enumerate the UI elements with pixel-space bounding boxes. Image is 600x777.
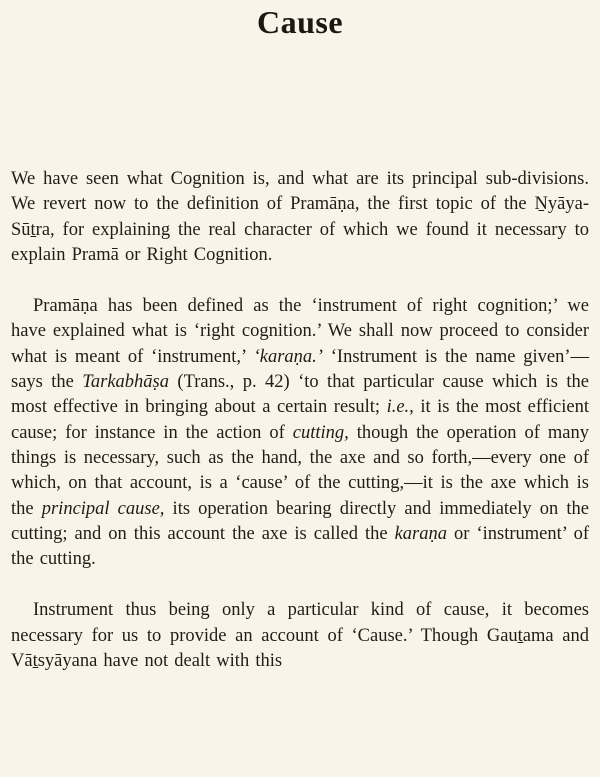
italic-text-run: Tarkabhāṣa [82,372,169,393]
paragraph [11,598,589,674]
text-run: Pramāṇa has been defined as the ‘instrument of right cognition;’ we have explained what is ‘right cognition.’ We shall now proceed to consider what is meant of ‘instrument,’ [11,296,589,367]
text-run: or ‘instrument’ of the cutting. [11,523,589,570]
italic-text-run: karaṇa [394,523,448,544]
text-run: (Trans., p. 42) ‘to that particular cause which is the most effective in bringing about a certain result; [11,372,589,418]
italic-text-run: ‘karaṇa.’ [253,346,323,367]
text-run: ‘Instrument is the name given’—says the [11,346,589,393]
page-title: Cause [256,4,344,40]
paragraph [11,294,589,572]
italic-text-run: cutting, [292,422,349,443]
text-run: Instrument thus being only a particular kind of cause, it becomes necessary for us to provide an account of ‘Cause.’ Though Gauṯama and Vāṯsyāyana have not dealt with this [11,600,589,672]
body-text [0,167,600,674]
paragraph [11,167,589,268]
text-run: though the operation of many things is necessary, such as the hand, the axe and so forth,—every one of which, on that account, is a ‘cause’ of the cutting,—it is the axe which is the [11,422,589,519]
text-run: We have seen what Cognition is, and what are its principal sub-divisions. We revert now to the definition of Pramāṇa, the first topic of the Ṉyāya-Sūṯra, for explaining the real character of which we found it necessary to explain Pramā or Right Cognition. [11,169,589,265]
text-run: it is the most efficient cause; for instance in the action of [11,397,589,443]
italic-text-run: principal cause, [41,498,165,519]
text-run: its operation bearing directly and immediately on the cutting; and on this account the axe is called the [11,498,590,544]
italic-text-run: i.e., [386,397,414,418]
